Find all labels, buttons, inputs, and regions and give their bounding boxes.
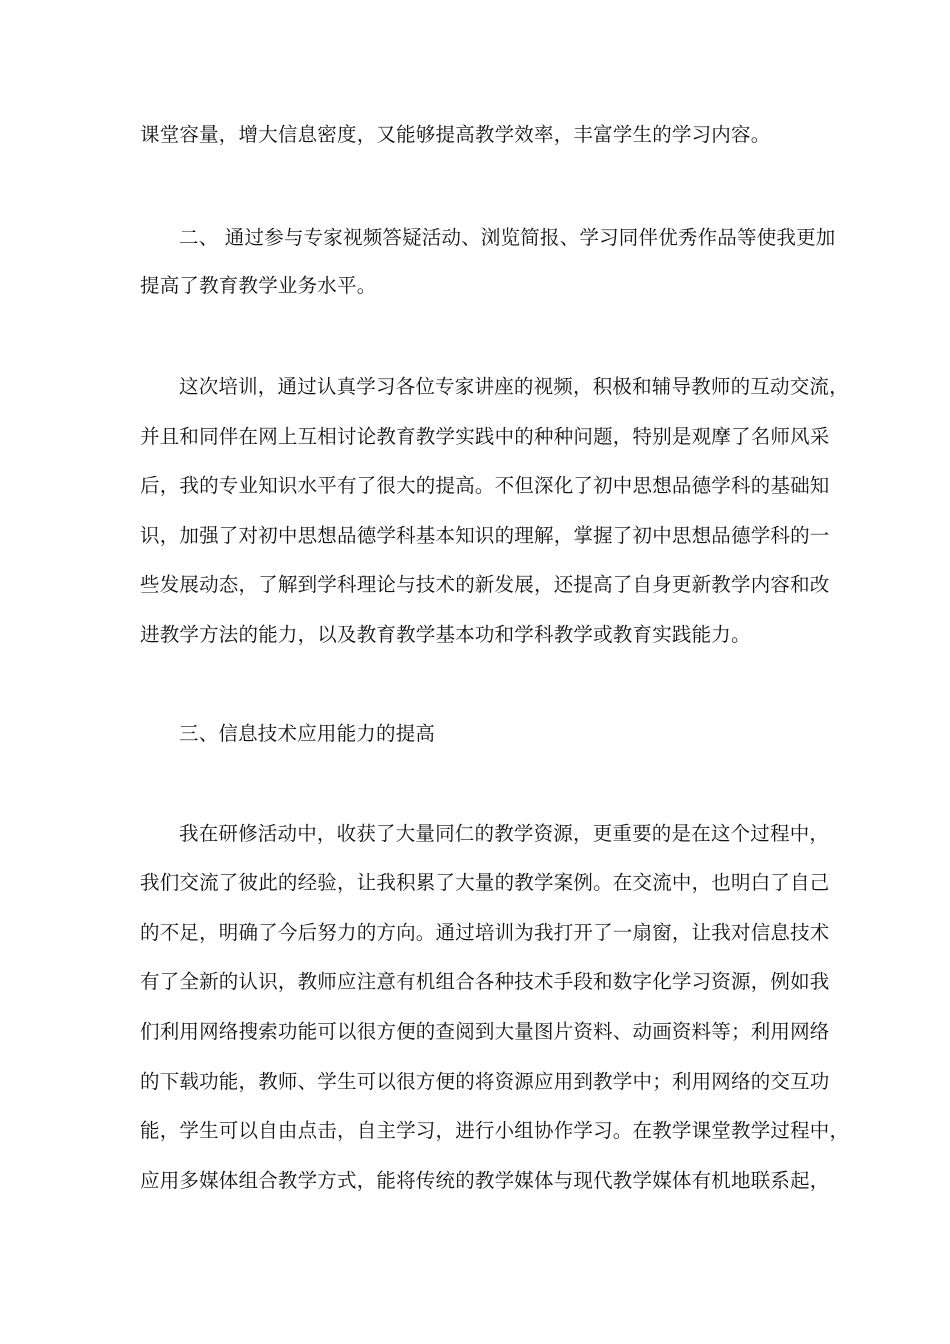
paragraph-line: 能，学生可以自由点击，自主学习，进行小组协作学习。在教学课堂教学过程中， (140, 1119, 850, 1142)
paragraph-line: 进教学方法的能力，以及教育教学基本功和学科教学或教育实践能力。 (140, 623, 751, 646)
section-heading-line: 二、 通过参与专家视频答疑活动、浏览简报、学习同伴优秀作品等使我更加 (179, 226, 836, 249)
paragraph-line: 的下载功能，教师、学生可以很方便的将资源应用到教学中；利用网络的交互功 (140, 1070, 830, 1093)
paragraph-line: 识，加强了对初中思想品德学科基本知识的理解，掌握了初中思想品德学科的一 (140, 524, 830, 547)
paragraph-line: 这次培训，通过认真学习各位专家讲座的视频，积极和辅导教师的互动交流， (179, 375, 849, 398)
paragraph-line: 有了全新的认识，教师应注意有机组合各种技术手段和数字化学习资源，例如我 (140, 970, 830, 993)
paragraph-line: 的不足，明确了今后努力的方向。通过培训为我打开了一扇窗，让我对信息技术 (140, 921, 830, 944)
section-heading: 三、信息技术应用能力的提高 (179, 722, 436, 745)
paragraph-line: 们利用网络搜索功能可以很方便的查阅到大量图片资料、动画资料等；利用网络 (140, 1020, 830, 1043)
paragraph-line: 些发展动态，了解到学科理论与技术的新发展，还提高了自身更新教学内容和改 (140, 573, 830, 596)
paragraph-line: 应用多媒体组合教学方式，能将传统的教学媒体与现代教学媒体有机地联系起， (140, 1169, 830, 1192)
section-heading-line: 提高了教育教学业务水平。 (140, 274, 377, 297)
paragraph-line: 并且和同伴在网上互相讨论教育教学实践中的种种问题，特别是观摩了名师风采 (140, 425, 830, 448)
paragraph-line: 后，我的专业知识水平有了很大的提高。不但深化了初中思想品德学科的基础知 (140, 474, 830, 497)
paragraph-line: 我在研修活动中，收获了大量同仁的教学资源，更重要的是在这个过程中， (179, 822, 830, 845)
paragraph-line: 我们交流了彼此的经验，让我积累了大量的教学案例。在交流中，也明白了自己 (140, 871, 830, 894)
paragraph-line: 课堂容量，增大信息密度，又能够提高教学效率，丰富学生的学习内容。 (140, 123, 771, 146)
